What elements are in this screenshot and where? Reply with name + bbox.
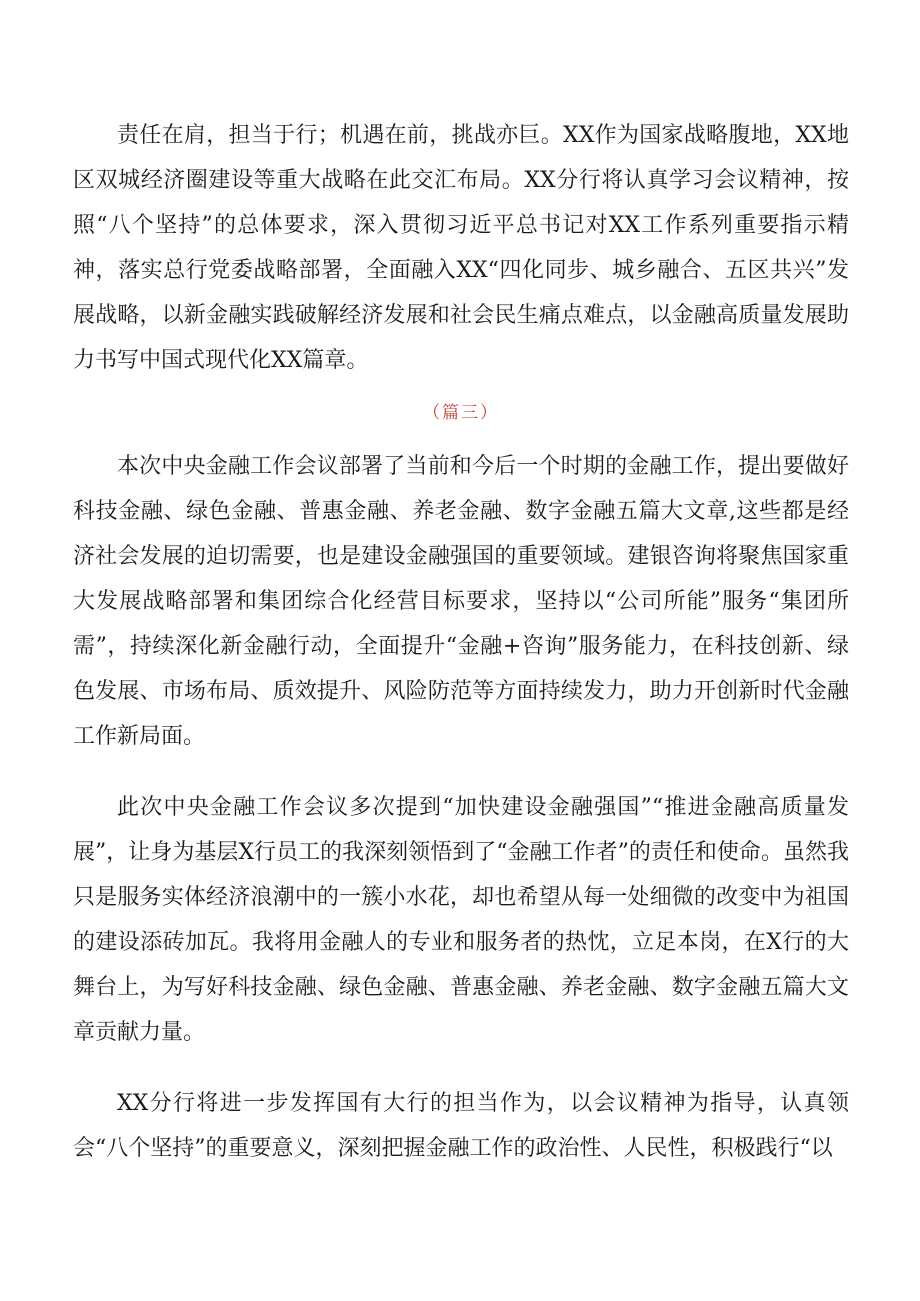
document-body: [73, 113, 849, 1171]
section-title: （篇三）: [423, 403, 499, 423]
paragraph-responsibility: 责任在肩，担当于行；机遇在前，挑战亦巨。XX作为国家战略腹地，XX地区双城经济圈建设等重大战略在此交汇布局。XX分行将认真学习会议精神，按照“八个坚持”的总体要求，深入贯彻习近平总书记对XX工作系列重要指示精神，落实总行党委战略部署，全面融入XX“四化同步、城乡融合、五区共兴”发展战略，以新金融实践破解经济发展和社会民生痛点难点，以金融高质量发展助力书写中国式现代化XX篇章。: [73, 123, 849, 373]
paragraph-financial-power: 此次中央金融工作会议多次提到“加快建设金融强国”“推进金融高质量发展”，让身为基层X行员工的我深刻领悟到了“金融工作者”的责任和使命。虽然我只是服务实体经济浪潮中的一簇小水花，却也希望从每一处细微的改变中为祖国的建设添砖加瓦。我将用金融人的专业和服务者的热忱，立足本岗，在X行的大舞台上，为写好科技金融、绿色金融、普惠金融、养老金融、数字金融五篇大文章贡献力量。: [73, 795, 849, 1045]
paragraph-central-conference: 本次中央金融工作会议部署了当前和今后一个时期的金融工作，提出要做好科技金融、绿色金融、普惠金融、养老金融、数字金融五篇大文章,这些都是经济社会发展的迫切需要，也是建设金融强国的重要领域。建银咨询将聚焦国家重大发展战略部署和集团综合化经营目标要求，坚持以“公司所能”服务“集团所需”，持续深化新金融行动，全面提升“金融+咨询”服务能力，在科技创新、绿色发展、市场布局、质效提升、风险防范等方面持续发力，助力开创新时代金融工作新局面。: [73, 454, 849, 749]
paragraph-branch-commitment: XX分行将进一步发挥国有大行的担当作为，以会议精神为指导，认真领会“八个坚持”的重要意义，深刻把握金融工作的政治性、人民性，积极践行“以: [73, 1091, 849, 1161]
